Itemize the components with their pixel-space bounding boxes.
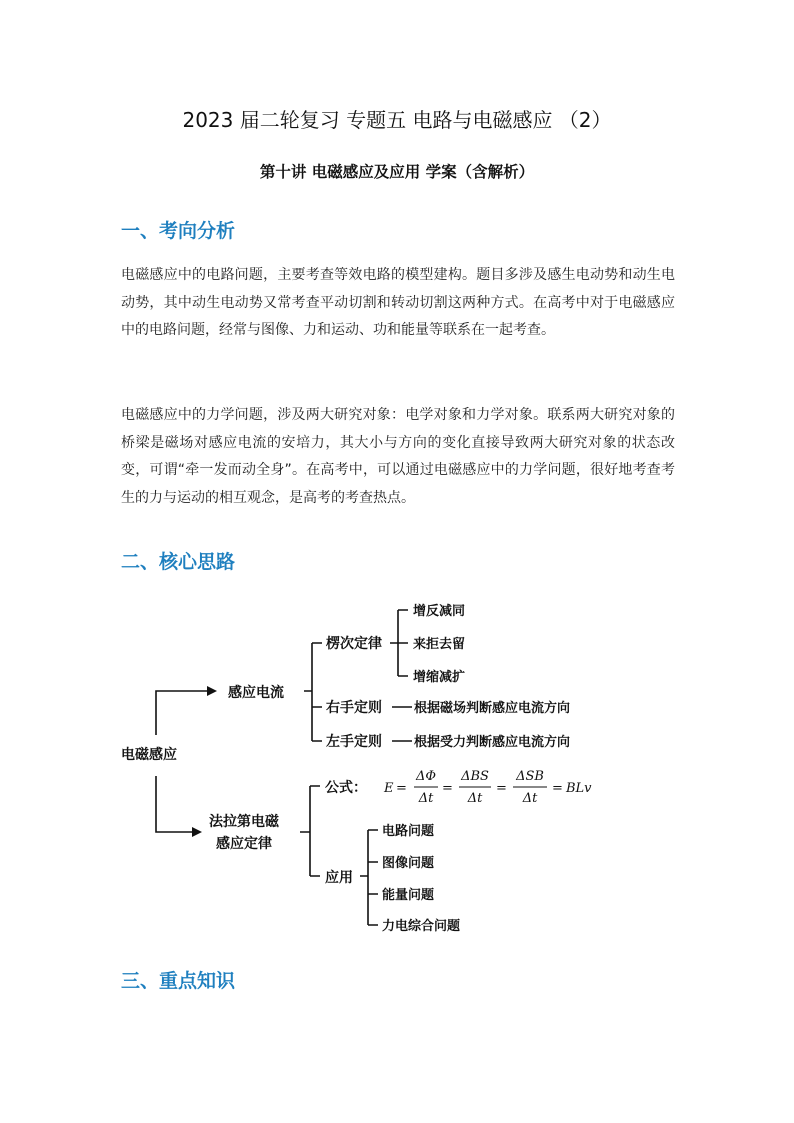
formula-equals-3: = [496,781,507,796]
formula-equals-2: = [442,781,453,796]
formula-equals-1: = [396,781,407,796]
node-formula-label: 公式： [325,780,367,796]
bracket-application [360,830,378,925]
node-root: 电磁感应 [121,747,177,763]
node-right-hand-rule: 右手定则 [326,700,382,716]
node-faraday-line2: 感应定律 [216,836,272,852]
formula-delta-t-3: Δt [522,791,538,806]
concept-map-diagram [0,590,794,950]
document-subtitle: 第十讲 电磁感应及应用 学案（含解析） [259,163,535,181]
application-item-3: 能量问题 [382,888,435,903]
bracket-induced-current [304,643,322,741]
formula-delta-t-1: Δt [418,791,434,806]
arrow-to-induced-current [156,691,215,735]
node-faraday-line1: 法拉第电磁 [209,814,279,830]
bracket-lenz-law [390,610,408,676]
node-induced-current: 感应电流 [228,685,284,701]
faraday-formula [383,769,592,806]
section-heading-analysis: 一、考向分析 [121,220,236,242]
formula-e: E [384,781,394,796]
left-hand-description: 根据受力判断感应电流方向 [414,735,571,750]
paragraph-mechanics-problems: 电磁感应中的力学问题，涉及两大研究对象：电学对象和力学对象。联系两大研究对象的桥梁是磁场对感应电流的安培力，其大小与方向的变化直接导致两大研究对象的状态改变，可谓“牵一发而动全身”。在高考中，可以通过电磁感应中的力学问题，很好地考查考生的力与运动的相互观念，是高考的考查热点。 [121,407,675,506]
node-left-hand-rule: 左手定则 [326,734,382,750]
document-title: 2023 届二轮复习 专题五 电路与电磁感应 （2） [182,108,612,132]
formula-delta-bs: ΔBS [461,769,489,784]
node-application: 应用 [325,870,353,886]
section-heading-core-idea: 二、核心思路 [121,551,236,573]
section-heading-key-knowledge: 三、重点知识 [121,970,236,992]
lenz-item-2: 来拒去留 [413,637,466,652]
formula-delta-sb: ΔSB [516,769,544,784]
node-lenz-law: 楞次定律 [326,636,382,652]
formula-equals-4: = [552,781,563,796]
lenz-item-1: 增反减同 [413,604,466,619]
formula-delta-phi: ΔΦ [415,769,437,784]
paragraph-circuit-problems: 电磁感应中的电路问题，主要考查等效电路的模型建构。题目多涉及感生电动势和动生电动势，其中动生电动势又常考查平动切割和转动切割这两种方式。在高考中对于电磁感应中的电路问题，经常与图像、力和运动、功和能量等联系在一起考查。 [121,267,675,338]
lenz-item-3: 增缩减扩 [413,670,466,685]
application-item-1: 电路问题 [382,824,435,839]
application-item-2: 图像问题 [382,856,435,871]
formula-blv: BLv [566,781,592,796]
bracket-faraday-law [300,786,320,876]
application-item-4: 力电综合问题 [382,919,461,934]
arrow-to-faraday-law [156,776,200,832]
right-hand-description: 根据磁场判断感应电流方向 [414,701,571,716]
formula-delta-t-2: Δt [467,791,483,806]
